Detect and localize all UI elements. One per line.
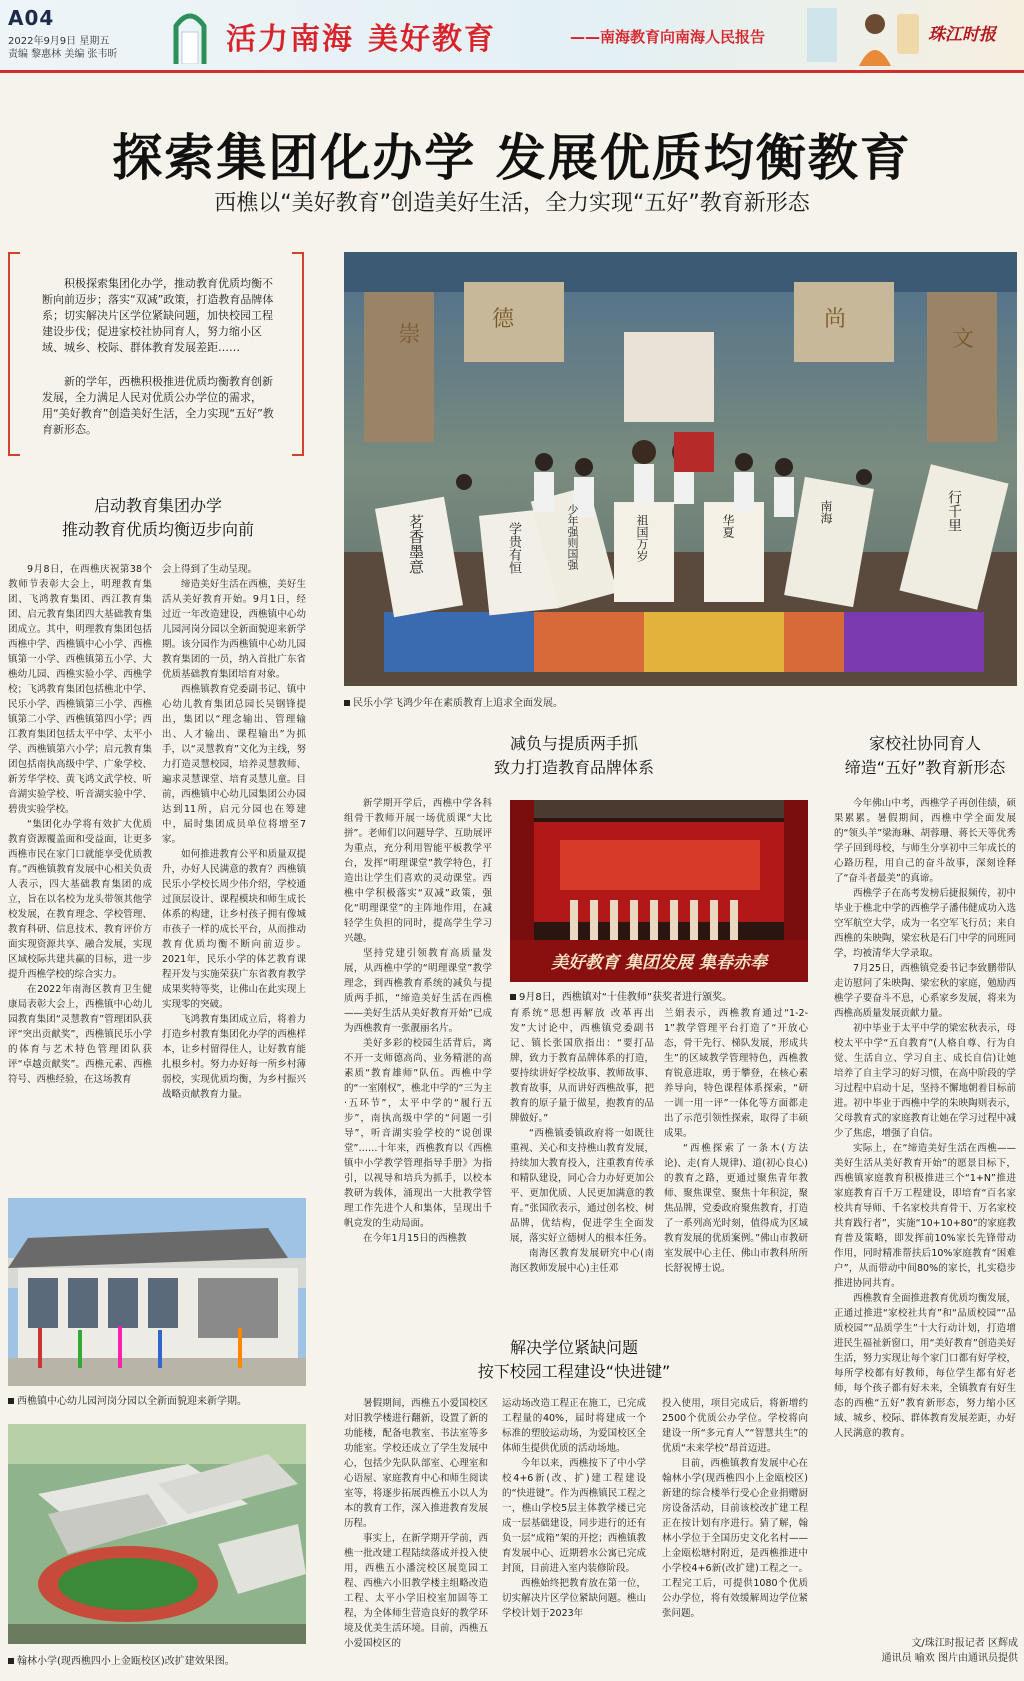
stage-photo-caption: 9月8日，西樵镇对“十佳教师”获奖者进行颁奖。 — [510, 988, 732, 1003]
section-2-heading-line-1: 减负与提质两手抓 — [509, 734, 638, 753]
section-1-heading — [10, 494, 306, 542]
byline — [840, 1636, 1018, 1666]
headline: 探索集团化办学 发展优质均衡教育 — [112, 128, 912, 187]
scroll-text-3: 少年强则国强 — [566, 504, 579, 570]
section-1-heading-line-1: 启动教育集团办学 — [93, 496, 222, 515]
main-photo-caption: 民乐小学飞鸿少年在素质教育上追求全面发展。 — [344, 694, 563, 709]
banner-subtitle: ——南海教育向南海人民报告 — [570, 28, 766, 46]
section-3-heading-line-1: 家校社协同育人 — [868, 734, 981, 753]
section-3-heading-line-2: 缔造“五好”教育新形态 — [844, 758, 1006, 777]
page-number: A04 — [8, 6, 55, 30]
wall-character-2: 德 — [492, 307, 515, 332]
section-3-heading — [830, 732, 1020, 780]
section-2-heading — [344, 732, 804, 780]
editors-line: 责编 黎惠林 美编 张韦昕 — [8, 49, 118, 60]
kindergarten-photo — [8, 1198, 306, 1386]
scroll-text-5: 华夏 — [721, 514, 735, 538]
wall-character-3: 尚 — [824, 307, 847, 332]
wall-character-4: 文 — [952, 327, 975, 352]
masthead — [0, 0, 1024, 73]
subheadline: 西樵以“美好教育”创造美好生活，全力实现“五好”教育新形态 — [214, 191, 810, 216]
bracket-left — [8, 252, 20, 456]
scroll-text-6: 南海 — [819, 500, 833, 524]
article-column-8: 运动场改造工程正在施工，已完成工程量的40%，届时将建成一个标准的塑胶运动场，为爱国校区全体师生提供优质的活动场地。 今年以来，西樵按下了中小学校4+6新(改、扩)建工程建设的“快进键”。作为西樵镇民工程之一，樵山学校5层主体教学楼已完成一层基础建设，同步进行的还有负一层“成箱”架的开挖；西樵镇教育发展中心、近期碧水公寓已完成封顶，目前进入室内装修阶段。 西樵始终把教育放在第一位，切实解决片区学位紧缺问题。樵山学校计划于2023年 — [502, 1398, 646, 1619]
article-column-4: 育系统“思想再解放 改革再出发”大讨论中，西樵镇党委副书记、镇长张国欣指出：“要打品牌，致力于教育品牌体系的打造，要持续讲好学校故事、教师故事、教育故事，从而讲好西樵故事，把教育的原子量于做星，抱教育的品牌做好。” “西樵镇委镇政府将一如既往重视、关心和支持樵山教育发展，持续加大教育投入，注重教育传承和精队建设，同心合力办好更加公平、更加优质、人民更加满意的教育。”张国欣表示，通过创名校、树品牌，优结构，促进学生全面发展，落实好立德树人的根本任务。 南海区教育发展研究中心(南海区教师发展中心)主任邓 — [510, 1008, 654, 1274]
article-column-6: 今年佛山中考，西樵学子再创佳绩，硕果累累。暑假期间，西樵中学全面发展的“领头羊”梁海琳、胡蓉珊、蒋长天等优秀学子回到母校，与师生分享初中三年成长的心路历程，用自己的奋斗故事，深刻诠释了“奋斗者最美”的真谛。 西樵学子在高考发榜后捷报频传，初中毕业于樵北中学的西樵学子潘伟健成功入选空军航空大学，成为一名空军飞行员；来自西樵的朱映陶，梁宏秋是石门中学的同班同学，均被清华大学录取。 7月25日，西樵镇党委书记李致鹏带队走访慰问了朱映陶、梁宏秋的家庭，勉励西樵学子要奋斗不息，心系家乡发展，将来为西樵高质量发展贡献力量。 初中毕业于太平中学的梁宏秋表示，母校太平中学“五自教育”(人格自尊、行为自觉、生活自立、学习自主、成长自信)让她培养了自主学习的好习惯，在高中阶段的学习过程中启动十足，坚持不懈地朝着目标前进。初中毕业于西樵中学的朱映陶则表示，父母教育式的家庭教育让她在学习过程中减少了焦虑，增强了自信。 实际上，在“缔造美好生活在西樵——美好生活从美好教育开始”的愿景目标下，西樵镇家庭教育积极推进三个“1+N”推进家庭教育百千万工程建设，即培育“百名家校共育导师、千名家校共育骨干、万名家校共育践行者”，实施“10+10+80”的家庭教育普及策略，即发挥前10%家长先锋带动作用，同时精准帮扶后10%家庭教育“困难户”，从而带动中间80%的家长，扎实稳步推进协同共育。 西樵教育全面推进教育优质均衡发展，正通过推进“家校社共育”和“品质校园”“品质校园”“品质学生”十大行动计划，打造增进民生福祉新窗口，用“美好教育”创造美好生活，努力实现让每个家门口都有好学校，每所学校都有好教师，每位学生都有好老师，每个孩子都有好未来，全镇教育有好生态的西樵“五好”教育新形态，努力缩小区域、城乡、校际、群体教育发展差距，办好人民满意的教育。 — [834, 798, 1016, 1439]
byline-credits: 通讯员 喻欢 图片由通讯员提供 — [881, 1653, 1018, 1664]
intro-paragraph-1: 积极探索集团化办学，推动教育优质均衡不断向前迈步；落实“双减”政策，打造教育品牌体系；切实解决片区学位紧缺问题，加快校园工程建设步伐；促进家校社协同育人，努力缩小区域、城乡、校际、群体教育发展差距…… — [42, 277, 274, 354]
article-column-1: 9月8日，在西樵庆祝第38个教师节表彰大会上，明理教育集团、飞鸿教育集团、西江教育集团、启元教育集团四大基础教育集团成立。其中，明理教育集团包括西樵中学、西樵镇中心小学、西樵镇第一小学、西樵镇第五小学、大樵幼儿园、西樵实验小学、西樵学校；飞鸿教育集团包括樵北中学、民乐小学、西樵镇第三小学、西樵镇第二小学、西樵镇第四小学；西江教育集团包括太平中学、太平小学、西樵镇第六小学；启元教育集团包括南执高级中学、广象学校、新芳华学校、黄飞鸿文武学校、听音湖实验学校、听音湖实验中学、碧贵实验学校。 “集团化办学将有效扩大优质教育资源覆盖面和受益面，让更多西樵市民在家门口就能享受优质教育。”西樵镇教育发展中心相关负责人表示，四大基础教育集团的成立，旨在以名校为龙头带领其他学校发展，在教育理念、学校管理、教育科研、信息技术、教育评价方面实现资源共享、融合发展，实现区域校际共建共赢的目标，进一步提升西樵学校的综合实力。 在2022年南海区教育卫生健康局表彰大会上，西樵镇中心幼儿园教育集团“灵慧教育”管理团队获评“突出贡献奖”，西樵镇民乐小学的体育与艺术特色管理团队获评“卓越贡献奖”。西樵元素、西樵符号、西樵经验，在这场教育 — [8, 564, 152, 1085]
wall-character-1: 崇 — [395, 322, 420, 344]
scroll-text-7: 行千里 — [946, 490, 962, 532]
intro-box — [8, 252, 304, 452]
article-column-7: 暑假期间，西樵五小爱国校区对旧教学楼进行翻新，设置了新的功能楼，配备电教室、书法室等多功能室。学校还成立了学生发展中心，包括少先队队部室、心理室和心语屋、家庭教育中心和师生阅读室等，将逐步拓展西樵五小以人为本的教育工作，深入推进教育发展历程。 事实上，在新学期开学前，西樵一批改建工程陆续落成并投入使用，西樵五小潘浣校区展览园工程、西樵六小旧教学楼主组略改造工程、太平小学旧校室加固等工程，为全体师生营造良好的教学环境及优美生活环境。目前，西樵五小爱国校区的 — [344, 1398, 488, 1649]
scroll-text-1: 茗香墨意 — [407, 514, 425, 574]
arch-decoration-icon — [172, 6, 208, 64]
campus-rendering-caption: 翰林小学(现西樵四小上金瓯校区)改扩建效果图。 — [8, 1652, 235, 1667]
intro-paragraph-2: 新的学年，西樵积极推进优质均衡教育创新发展，全力满足人民对优质公办学位的需求，用“美好教育”创造美好生活，全力实现“五好”教育新形态。 — [42, 375, 274, 436]
stage-photo — [510, 800, 808, 982]
section-4-heading-line-2: 按下校园工程建设“快进键” — [477, 1362, 671, 1381]
main-photo — [344, 252, 1017, 686]
paper-name: 珠江时报 — [928, 25, 996, 45]
section-2-heading-line-2: 致力打造教育品牌体系 — [493, 758, 654, 777]
article-column-5: 兰娟表示，西樵教育通过“1-2-1”教学管理平台打造了“开放心态，骨干先行、梯队发展，形成共生”的区域教学管理特色，西樵教育锐意进取，勇于攀登，在核心素养导向，特色课程体系探索，“研一训一用一评”一体化等方面都走出了示范引领性探索，取得了丰硕成果。 “西樵探索了一条木(方法论)、走(育人规律)、道(初心良心)的教育之路，更通过聚焦青年教师、聚焦课堂、聚焦十年积淀，聚焦品牌，党委政府聚焦教育，打造了一系列高光时刻，值得成为区域教育发展的优质案例。”佛山市教研室发展中心主任、佛山市教科所所长舒祝博士说。 — [664, 1008, 808, 1274]
byline-reporter: 文/珠江时报记者 区辉成 — [911, 1638, 1018, 1649]
banner-title — [226, 14, 496, 58]
scroll-text-2: 学贵有恒 — [506, 522, 521, 574]
issue-date: 2022年9月9日 星期五 — [8, 36, 110, 47]
article-column-2: 会上得到了生动呈现。 缔造美好生活在西樵，美好生活从美好教育开始。9月1日，经过近一年改造建设，西樵镇中心幼儿园河岗分园以全新面貌迎来新学期。该分园作为西樵镇中心幼儿园教育集团的一员，纳入首批广东省优质基础教育集团培育对象。 西樵镇教育党委副书记、镇中心幼儿教育集团总园长吴钢锋提出，集团以“理念输出、管理输出、人才输出、课程输出”为抓手，以“灵慧教育”文化为主线，努力打造灵慧校园，培养灵慧教师、遍求灵慧课堂、培育灵慧儿童。目前，西樵镇中心幼儿园集团公办园达到11所，启元分园也在筹建中，届时集团成员单位将增至7家。 如何推进教育公平和质量双提升，办好人民满意的教育？西樵镇民乐小学校长周少伟介绍，学校通过顶层设计、课程模块和师生成长体系的构建，让乡村孩子拥有像城市孩子一样的成长平台，从而推动教育优质均衡不断向前迈步。2021年，民乐小学的体艺教育课程开发与实施荣获广东省教育教学成果奖特等奖，让佛山在此实现上实现零的突破。 飞鸿教育集团成立后，将着力打造乡村教育集团化办学的西樵样本，让乡村留得住人，让好教育能扎根乡村。努力办好每一所乡村薄弱校，实现优质均衡，为乡村振兴战略贡献教育力量。 — [162, 564, 306, 1100]
section-4-heading-line-1: 解决学位紧缺问题 — [509, 1338, 638, 1357]
banner-title-b: 美好教育 — [368, 22, 496, 57]
stage-banner-text: 美好教育 集团发展 集春赤奉 — [551, 953, 767, 973]
article-column-3: 新学期开学后，西樵中学各科组骨干教师开展一场优质课“大比拼”。老师们以问题导学、互助展评为重点，充分利用智能平板教学平台，发挥“明理课堂”教学特色，打造出让学生们喜欢的灵动课堂。西樵中学积极落实“双减”政策，强化“明理课堂”的主阵地作用，在减轻学生负担的同时，提高学生学习兴趣。 坚持党建引领教育高质量发展，从西樵中学的“明理课堂”教学理念，到西樵教育系统的减负与提质两手抓，“缔造美好生活在西樵——美好生活从美好教育开始”已成为西樵教育一张靓丽名片。 美好多彩的校园生活背后，离不开一支师德高尚、业务精湛的高素质“教育雄师”队伍。西樵中学的“一室刚权”，樵北中学的“三为主·五环节”，太平中学的“履行五步”，南执高级中学的“问题一引导”，听音湖实验学校的“说创课堂”……十年来，西樵教育以《西樵镇中小学教学管理指导手册》为指引，以视导和培兵为抓手，以校本教研为载体，涌现出一大批教学管理工作先进个人和集体，呈现出千帆竞发的生动局面。 在今年1月15日的西樵教 — [344, 798, 492, 1244]
section-4-heading — [344, 1336, 804, 1384]
kindergarten-photo-caption: 西樵镇中心幼儿园河岗分园以全新面貌迎来新学期。 — [8, 1392, 247, 1407]
banner-title-a: 活力南海 — [226, 22, 354, 57]
date-line — [8, 35, 118, 61]
scroll-text-4: 祖国万岁 — [635, 514, 649, 562]
teacher-illustration-icon — [805, 4, 925, 66]
section-1-heading-line-2: 推动教育优质均衡迈步向前 — [61, 520, 254, 539]
campus-rendering-photo — [8, 1424, 306, 1644]
article-column-9: 投入使用，项目完成后，将新增约2500个优质公办学位。学校将向建设一所“多元育人”“智慧共生”的优质“未来学校”昂首迈进。 目前，西樵镇教育发展中心在翰林小学(现西樵四小上金瓯校区)新建的综合楼举行受心企业捐赠厨房设备活动，目前该校改扩建工程正在按计划有序进行。猜了解，翰林小学位于全国历史文化名村——上金瓯松塘村附近，是西樵推进中小学校4+6新(改扩建)工程之一。工程完工后，可提供1080个优质公办学位，将有效缓解周边学位紧张问题。 — [662, 1398, 808, 1619]
bracket-right — [292, 252, 304, 456]
